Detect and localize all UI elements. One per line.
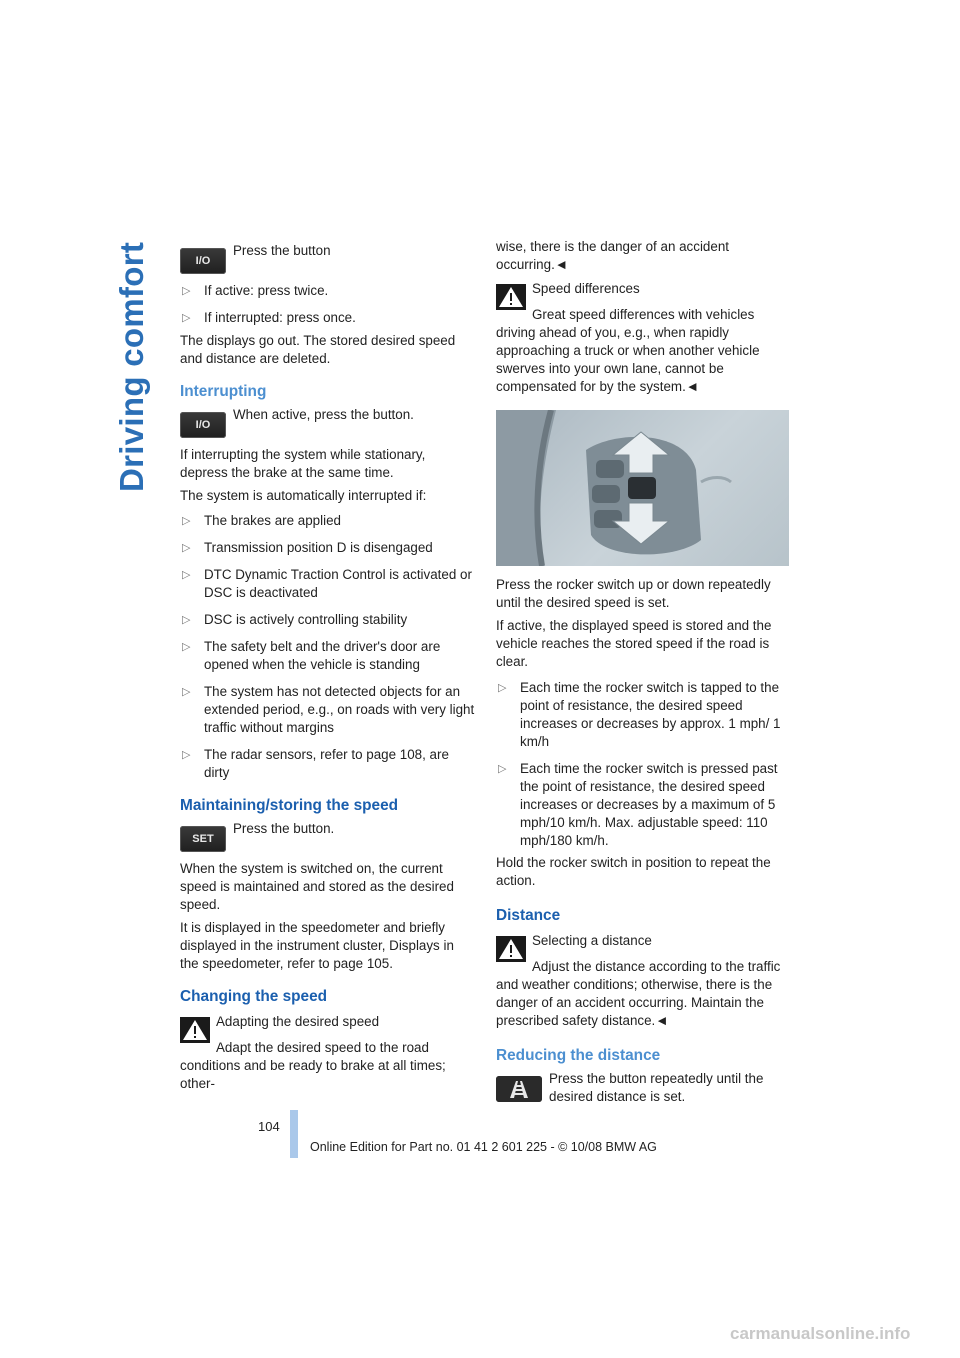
bullet-icon: ▷ bbox=[182, 641, 191, 653]
interrupting-bullets bbox=[180, 512, 476, 782]
list-item: ▷ DSC is actively controlling stability bbox=[182, 612, 408, 627]
left-column bbox=[180, 238, 476, 1101]
maintaining-paragraph-1: When the system is switched on, the current speed is maintained and stored as the desired speed. bbox=[180, 861, 454, 912]
rocker-switch-illustration bbox=[496, 410, 789, 566]
interrupting-heading: Interrupting bbox=[180, 383, 267, 400]
rocker-paragraph-2: If active, the displayed speed is stored and the vehicle reaches the stored speed if the road is clear. bbox=[496, 618, 772, 669]
reducing-instruction: Press the button repeatedly until the desired distance is set. bbox=[549, 1071, 764, 1104]
maintaining-button-row bbox=[180, 820, 476, 852]
warning-triangle-icon bbox=[496, 284, 526, 310]
bullet-icon: ▷ bbox=[182, 686, 191, 698]
reducing-heading: Reducing the distance bbox=[496, 1047, 661, 1064]
speed-differences-warning bbox=[496, 280, 790, 396]
list-item: ▷ Each time the rocker switch is tapped to the point of resistance, the desired speed increases or decreases by approx. 1 mph/ 1 km/h bbox=[498, 680, 781, 749]
maintaining-heading: Maintaining/storing the speed bbox=[180, 797, 399, 814]
section-side-title: Driving comfort bbox=[113, 241, 150, 492]
maintaining-instruction: Press the button. bbox=[233, 821, 335, 836]
list-item: ▷ If interrupted: press once. bbox=[182, 310, 356, 325]
bullet-icon: ▷ bbox=[182, 285, 191, 297]
edition-notice: Online Edition for Part no. 01 41 2 601 225 - © 10/08 BMW AG bbox=[310, 1140, 657, 1154]
list-item: ▷ The safety belt and the driver's door are opened when the vehicle is standing bbox=[182, 639, 441, 672]
rocker-bullets bbox=[496, 679, 790, 850]
set-button-icon: SET bbox=[180, 826, 226, 852]
bullet-icon: ▷ bbox=[182, 569, 191, 581]
watermark: carmanualsonline.info bbox=[730, 1324, 911, 1343]
continued-text: wise, there is the danger of an accident occurring.◄ bbox=[496, 239, 729, 272]
warning-triangle-icon bbox=[180, 1017, 210, 1043]
bullet-icon: ▷ bbox=[182, 312, 191, 324]
distance-warning-title: Selecting a distance bbox=[532, 933, 652, 948]
bullet-icon: ▷ bbox=[182, 515, 191, 527]
right-column bbox=[496, 238, 790, 1114]
list-item: ▷ Each time the rocker switch is pressed past the point of resistance, the desired speed increases or decreases by a maximum of 5 mph/10 km/h. Max. adjustable speed: 110 mph/180 km/h. bbox=[498, 761, 778, 848]
bullet-icon: ▷ bbox=[182, 614, 191, 626]
maintaining-paragraph-2: It is displayed in the speedometer and briefly displayed in the instrument cluster, Displays in the speedometer, refer to page 105. bbox=[180, 920, 454, 971]
rocker-paragraph-3: Hold the rocker switch in position to repeat the action. bbox=[496, 855, 771, 888]
reducing-button-row bbox=[496, 1070, 790, 1106]
list-item: ▷ The brakes are applied bbox=[182, 513, 341, 528]
rocker-paragraph-1: Press the rocker switch up or down repeatedly until the desired speed is set. bbox=[496, 577, 771, 610]
bullet-icon: ▷ bbox=[498, 682, 507, 694]
switch-off-bullets bbox=[180, 282, 476, 327]
changing-warning bbox=[180, 1013, 476, 1093]
page-number: 104 bbox=[258, 1119, 280, 1134]
speed-differences-title: Speed differences bbox=[532, 281, 640, 296]
changing-heading: Changing the speed bbox=[180, 988, 328, 1005]
interrupting-button-row bbox=[180, 406, 476, 438]
switch-off-button-row bbox=[180, 242, 476, 274]
list-item: ▷ If active: press twice. bbox=[182, 283, 329, 298]
changing-warning-title: Adapting the desired speed bbox=[216, 1014, 380, 1029]
list-item: ▷ The radar sensors, refer to page 108, are dirty bbox=[182, 747, 449, 780]
speed-differences-text: Great speed differences with vehicles driving ahead of you, e.g., when rapidly approaching a truck or when another vehicle swerves into your own lane, cannot be compensated for by the system.◄ bbox=[496, 307, 760, 394]
bullet-icon: ▷ bbox=[182, 749, 191, 761]
switch-off-paragraph: The displays go out. The stored desired speed and distance are deleted. bbox=[180, 333, 456, 366]
switch-off-instruction: Press the button bbox=[233, 243, 331, 258]
distance-button-icon bbox=[496, 1076, 542, 1102]
list-item: ▷ DTC Dynamic Traction Control is activated or DSC is deactivated bbox=[182, 567, 472, 600]
distance-heading: Distance bbox=[496, 907, 561, 924]
interrupting-instruction: When active, press the button. bbox=[233, 407, 414, 422]
list-item: ▷ The system has not detected objects for an extended period, e.g., on roads with very light traffic without margins bbox=[182, 684, 475, 735]
footer-accent-bar bbox=[290, 1110, 298, 1158]
io-button-icon: I/O bbox=[180, 412, 226, 438]
list-item: ▷ Transmission position D is disengaged bbox=[182, 540, 433, 555]
warning-triangle-icon bbox=[496, 936, 526, 962]
io-button-icon: I/O bbox=[180, 248, 226, 274]
bullet-icon: ▷ bbox=[498, 763, 507, 775]
distance-warning bbox=[496, 932, 790, 1030]
bullet-icon: ▷ bbox=[182, 542, 191, 554]
interrupting-paragraph-1: If interrupting the system while stationary, depress the brake at the same time. bbox=[180, 447, 426, 480]
steering-wheel-rocker-switch-photo bbox=[496, 410, 789, 566]
interrupting-paragraph-2: The system is automatically interrupted if: bbox=[180, 488, 427, 503]
distance-warning-text: Adjust the distance according to the traffic and weather conditions; otherwise, there is the danger of an accident occurring. Maintain the prescribed safety distance.◄ bbox=[496, 959, 781, 1028]
changing-warning-text: Adapt the desired speed to the road conditions and be ready to brake at all times; other- bbox=[180, 1040, 446, 1091]
